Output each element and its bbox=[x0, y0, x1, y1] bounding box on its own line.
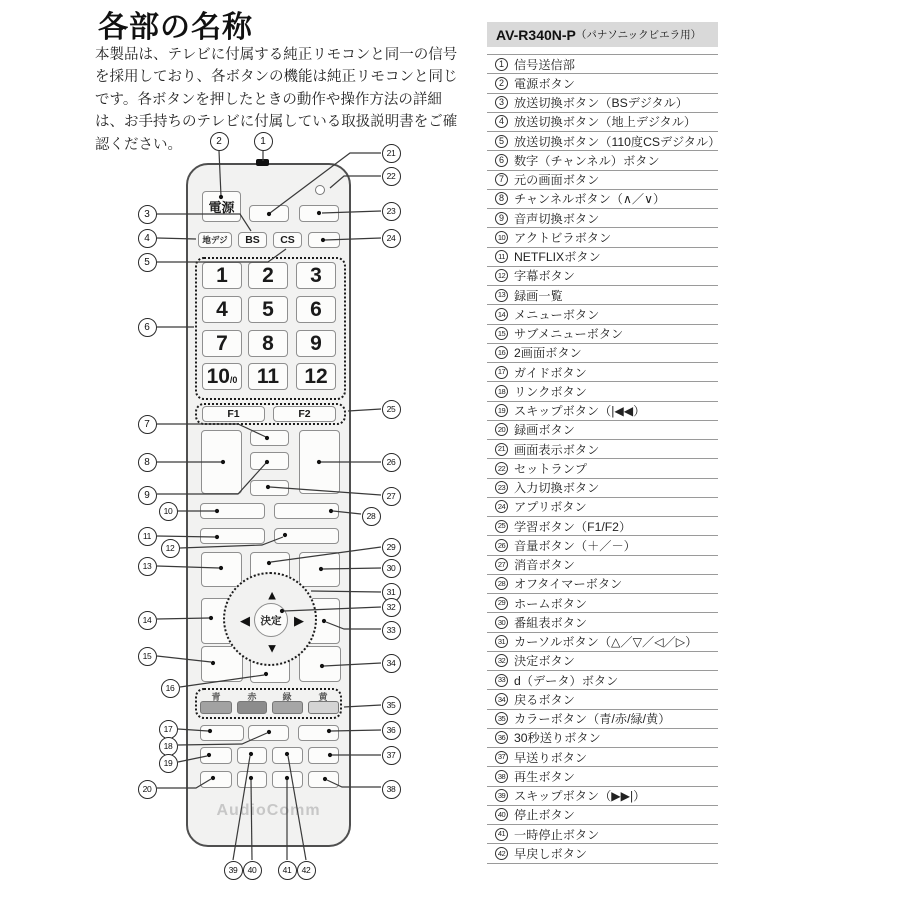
off-timer-button bbox=[274, 503, 339, 519]
list-item-number: 10 bbox=[495, 231, 508, 244]
color-button-caption: 赤 bbox=[247, 692, 257, 702]
list-item-label: 電源ボタン bbox=[514, 76, 575, 91]
callout-19: 19 bbox=[159, 754, 178, 773]
callout-36: 36 bbox=[382, 721, 401, 740]
record-button bbox=[200, 771, 232, 788]
fast-fwd-button bbox=[308, 747, 339, 764]
list-item-label: 30秒送りボタン bbox=[514, 731, 601, 746]
pause-button bbox=[272, 771, 303, 788]
callout-28: 28 bbox=[362, 507, 381, 526]
list-item-number: 5 bbox=[495, 135, 508, 148]
list-item-label: ホームボタン bbox=[514, 596, 588, 611]
list-item-label: スキップボタン（|◀◀） bbox=[514, 404, 646, 419]
list-item-number: 37 bbox=[495, 751, 508, 764]
mute-button bbox=[250, 480, 289, 496]
list-item-number: 1 bbox=[495, 58, 508, 71]
callout-42: 42 bbox=[297, 861, 316, 880]
list-item-number: 34 bbox=[495, 693, 508, 706]
callout-21: 21 bbox=[382, 144, 401, 163]
list-item-label: 番組表ボタン bbox=[514, 615, 588, 630]
link-button bbox=[248, 725, 289, 741]
list-item-label: 一時停止ボタン bbox=[514, 827, 600, 842]
callout-39: 39 bbox=[224, 861, 243, 880]
list-item-label: ガイドボタン bbox=[514, 365, 587, 380]
callout-22: 22 bbox=[382, 167, 401, 186]
list-item-number: 7 bbox=[495, 173, 508, 186]
list-item-label: 信号送信部 bbox=[514, 57, 575, 72]
list-item-label: 数字（チャンネル）ボタン bbox=[514, 153, 660, 168]
color-button-caption: 緑 bbox=[282, 692, 292, 702]
list-item-number: 11 bbox=[495, 250, 508, 263]
list-item-label: カーソルボタン（△／▽／◁／▷） bbox=[514, 635, 698, 650]
list-item-label: メニューボタン bbox=[514, 307, 600, 322]
digit-button-9: 9 bbox=[296, 330, 336, 357]
list-item-label: NETFLIXボタン bbox=[514, 250, 601, 265]
list-item-label: 放送切換ボタン（110度CSデジタル） bbox=[514, 134, 721, 149]
digit-button-2: 2 bbox=[248, 262, 288, 289]
f2-button: F2 bbox=[273, 406, 336, 422]
callout-2: 2 bbox=[210, 132, 229, 151]
set-lamp bbox=[315, 185, 325, 195]
callout-18: 18 bbox=[159, 737, 178, 756]
callout-14: 14 bbox=[138, 611, 157, 630]
list-item-number: 18 bbox=[495, 385, 508, 398]
color-button-caption: 青 bbox=[211, 692, 221, 702]
list-item-number: 14 bbox=[495, 308, 508, 321]
list-item-label: 決定ボタン bbox=[514, 654, 575, 669]
list-item-label: 字幕ボタン bbox=[514, 269, 575, 284]
guide-button bbox=[200, 725, 244, 741]
callout-38: 38 bbox=[382, 780, 401, 799]
list-item-label: アプリボタン bbox=[514, 500, 587, 515]
list-item-label: 音声切換ボタン bbox=[514, 211, 600, 226]
callout-25: 25 bbox=[382, 400, 401, 419]
list-item-label: セットランプ bbox=[514, 461, 588, 476]
signal-transmitter-icon bbox=[256, 159, 269, 166]
list-item-label: チャンネルボタン（∧／∨） bbox=[514, 192, 666, 207]
callout-23: 23 bbox=[382, 202, 401, 221]
list-item-label: カラーボタン（青/赤/緑/黄） bbox=[514, 712, 671, 727]
list-item-number: 39 bbox=[495, 789, 508, 802]
list-item-number: 31 bbox=[495, 635, 508, 648]
input-select-button bbox=[299, 205, 339, 222]
list-item-label: 元の画面ボタン bbox=[514, 173, 600, 188]
list-item-number: 23 bbox=[495, 481, 508, 494]
callout-12: 12 bbox=[161, 539, 180, 558]
list-item-label: d（データ）ボタン bbox=[514, 673, 619, 688]
list-item-number: 20 bbox=[495, 423, 508, 436]
list-item-number: 16 bbox=[495, 346, 508, 359]
list-item-number: 26 bbox=[495, 539, 508, 552]
callout-40: 40 bbox=[243, 861, 262, 880]
list-item-label: 入力切換ボタン bbox=[514, 481, 600, 496]
netflix-button bbox=[200, 528, 265, 544]
list-item-label: サブメニューボタン bbox=[514, 327, 624, 342]
intro-paragraph: 本製品は、テレビに付属する純正リモコンと同一の信号を採用しており、各ボタンの機能は純正リモコンと同じです。各ボタンを押したときの動作や操作方法の詳細は、お手持ちのテレビに付属している取扱説明書をご確認ください。 bbox=[95, 47, 458, 153]
list-item-label: 画面表示ボタン bbox=[514, 442, 600, 457]
rec-list-button bbox=[201, 552, 242, 587]
callout-3: 3 bbox=[138, 205, 157, 224]
cursor-pad bbox=[223, 572, 317, 666]
list-item-number: 36 bbox=[495, 731, 508, 744]
list-item-number: 25 bbox=[495, 520, 508, 533]
list-item-label: 音量ボタン（＋／－） bbox=[514, 538, 636, 553]
cursor-up-icon: ▲ bbox=[265, 587, 279, 603]
list-item-number: 3 bbox=[495, 96, 508, 109]
play-button bbox=[308, 771, 339, 788]
enter-button: 決定 bbox=[254, 603, 288, 637]
list-item-label: 戻るボタン bbox=[514, 692, 575, 707]
model-number: AV-R340N-P bbox=[496, 26, 576, 43]
list-item-number: 30 bbox=[495, 616, 508, 629]
channel-updown-button bbox=[201, 430, 242, 494]
list-item-label: 停止ボタン bbox=[514, 808, 575, 823]
power-button: 電源 bbox=[202, 191, 241, 222]
callout-27: 27 bbox=[382, 487, 401, 506]
list-item-number: 35 bbox=[495, 712, 508, 725]
callout-13: 13 bbox=[138, 557, 157, 576]
skip-fwd-button bbox=[237, 747, 267, 764]
list-item-label: 2画面ボタン bbox=[514, 346, 582, 361]
list-item-number: 27 bbox=[495, 558, 508, 571]
list-item-number: 17 bbox=[495, 366, 508, 379]
digit-button-12: 12 bbox=[296, 363, 336, 390]
callout-31: 31 bbox=[382, 583, 401, 602]
list-item-number: 33 bbox=[495, 674, 508, 687]
callout-5: 5 bbox=[138, 253, 157, 272]
callout-6: 6 bbox=[138, 318, 157, 337]
list-item-label: 再生ボタン bbox=[514, 769, 575, 784]
list-item-number: 9 bbox=[495, 212, 508, 225]
list-item-number: 24 bbox=[495, 500, 508, 513]
list-item-label: アクトビラボタン bbox=[514, 230, 612, 245]
list-item-label: 放送切換ボタン（地上デジタル） bbox=[514, 115, 697, 130]
return-button bbox=[299, 646, 341, 682]
list-item-number: 15 bbox=[495, 327, 508, 340]
audio-select-button bbox=[250, 452, 289, 470]
skip-back-button bbox=[200, 747, 232, 764]
skip30-button bbox=[298, 725, 339, 741]
list-item-label: オフタイマーボタン bbox=[514, 577, 623, 592]
callout-35: 35 bbox=[382, 696, 401, 715]
list-item-label: スキップボタン（▶▶|） bbox=[514, 789, 646, 804]
brand-logo: AudioComm bbox=[216, 802, 321, 819]
list-item-label: 消音ボタン bbox=[514, 558, 575, 573]
callout-33: 33 bbox=[382, 621, 401, 640]
list-item-label: 録画ボタン bbox=[514, 423, 575, 438]
cursor-down-icon: ▼ bbox=[265, 640, 279, 656]
screen-display-button bbox=[249, 205, 289, 222]
callout-15: 15 bbox=[138, 647, 157, 666]
guide-list-button bbox=[299, 552, 340, 587]
callout-20: 20 bbox=[138, 780, 157, 799]
subtitle-button bbox=[274, 528, 339, 544]
callout-17: 17 bbox=[159, 720, 178, 739]
callout-24: 24 bbox=[382, 229, 401, 248]
list-item-number: 32 bbox=[495, 654, 508, 667]
callout-29: 29 bbox=[382, 538, 401, 557]
list-item-label: 学習ボタン（F1/F2） bbox=[514, 519, 632, 534]
callout-8: 8 bbox=[138, 453, 157, 472]
callout-9: 9 bbox=[138, 486, 157, 505]
list-item-number: 38 bbox=[495, 770, 508, 783]
list-item-number: 2 bbox=[495, 77, 508, 90]
callout-1: 1 bbox=[254, 132, 273, 151]
f1-button: F1 bbox=[202, 406, 265, 422]
list-item-number: 13 bbox=[495, 289, 508, 302]
list-item-label: 早送りボタン bbox=[514, 750, 588, 765]
callout-16: 16 bbox=[161, 679, 180, 698]
list-item-number: 8 bbox=[495, 192, 508, 205]
cursor-right-icon: ▶ bbox=[294, 613, 304, 628]
digit-button-10: 10 /0 bbox=[202, 363, 242, 390]
list-item-label: リンクボタン bbox=[514, 384, 587, 399]
list-item-number: 22 bbox=[495, 462, 508, 475]
digit-button-5: 5 bbox=[248, 296, 288, 323]
callout-30: 30 bbox=[382, 559, 401, 578]
list-item-number: 12 bbox=[495, 269, 508, 282]
list-item-number: 21 bbox=[495, 443, 508, 456]
list-item-number: 41 bbox=[495, 828, 508, 841]
callout-32: 32 bbox=[382, 598, 401, 617]
list-item-number: 29 bbox=[495, 597, 508, 610]
digit-button-1: 1 bbox=[202, 262, 242, 289]
callout-34: 34 bbox=[382, 654, 401, 673]
digit-button-11: 11 bbox=[248, 363, 288, 390]
color-button-caption: 黄 bbox=[318, 692, 328, 702]
digit-button-6: 6 bbox=[296, 296, 336, 323]
callout-11: 11 bbox=[138, 527, 157, 546]
list-item-label: 録画一覧 bbox=[514, 288, 563, 303]
list-item-label: 放送切換ボタン（BSデジタル） bbox=[514, 96, 688, 111]
volume-button bbox=[299, 430, 340, 494]
stop-button bbox=[237, 771, 267, 788]
list-item-number: 28 bbox=[495, 577, 508, 590]
bs-button: BS bbox=[238, 232, 267, 248]
list-item-number: 4 bbox=[495, 115, 508, 128]
list-item-label: 早戻しボタン bbox=[514, 846, 588, 861]
callout-26: 26 bbox=[382, 453, 401, 472]
cs-button: CS bbox=[273, 232, 302, 248]
digit-zero-suffix: /0 bbox=[229, 374, 238, 385]
list-item-number: 42 bbox=[495, 847, 508, 860]
page-title: 各部の名称 bbox=[98, 11, 253, 44]
list-item-number: 19 bbox=[495, 404, 508, 417]
callout-10: 10 bbox=[159, 502, 178, 521]
app-button bbox=[308, 232, 340, 248]
digit-button-4: 4 bbox=[202, 296, 242, 323]
rewind-button bbox=[272, 747, 303, 764]
actvila-button bbox=[200, 503, 265, 519]
cursor-left-icon: ◀ bbox=[240, 613, 250, 628]
list-item-number: 40 bbox=[495, 808, 508, 821]
callout-7: 7 bbox=[138, 415, 157, 434]
model-note: （パナソニックビエラ用） bbox=[575, 29, 702, 41]
last-view-button bbox=[250, 430, 289, 446]
callout-41: 41 bbox=[278, 861, 297, 880]
callout-37: 37 bbox=[382, 746, 401, 765]
digit-button-8: 8 bbox=[248, 330, 288, 357]
callout-4: 4 bbox=[138, 229, 157, 248]
digit-button-3: 3 bbox=[296, 262, 336, 289]
terrestrial-button: 地デジ bbox=[198, 232, 232, 248]
digit-button-7: 7 bbox=[202, 330, 242, 357]
list-item-number: 6 bbox=[495, 154, 508, 167]
